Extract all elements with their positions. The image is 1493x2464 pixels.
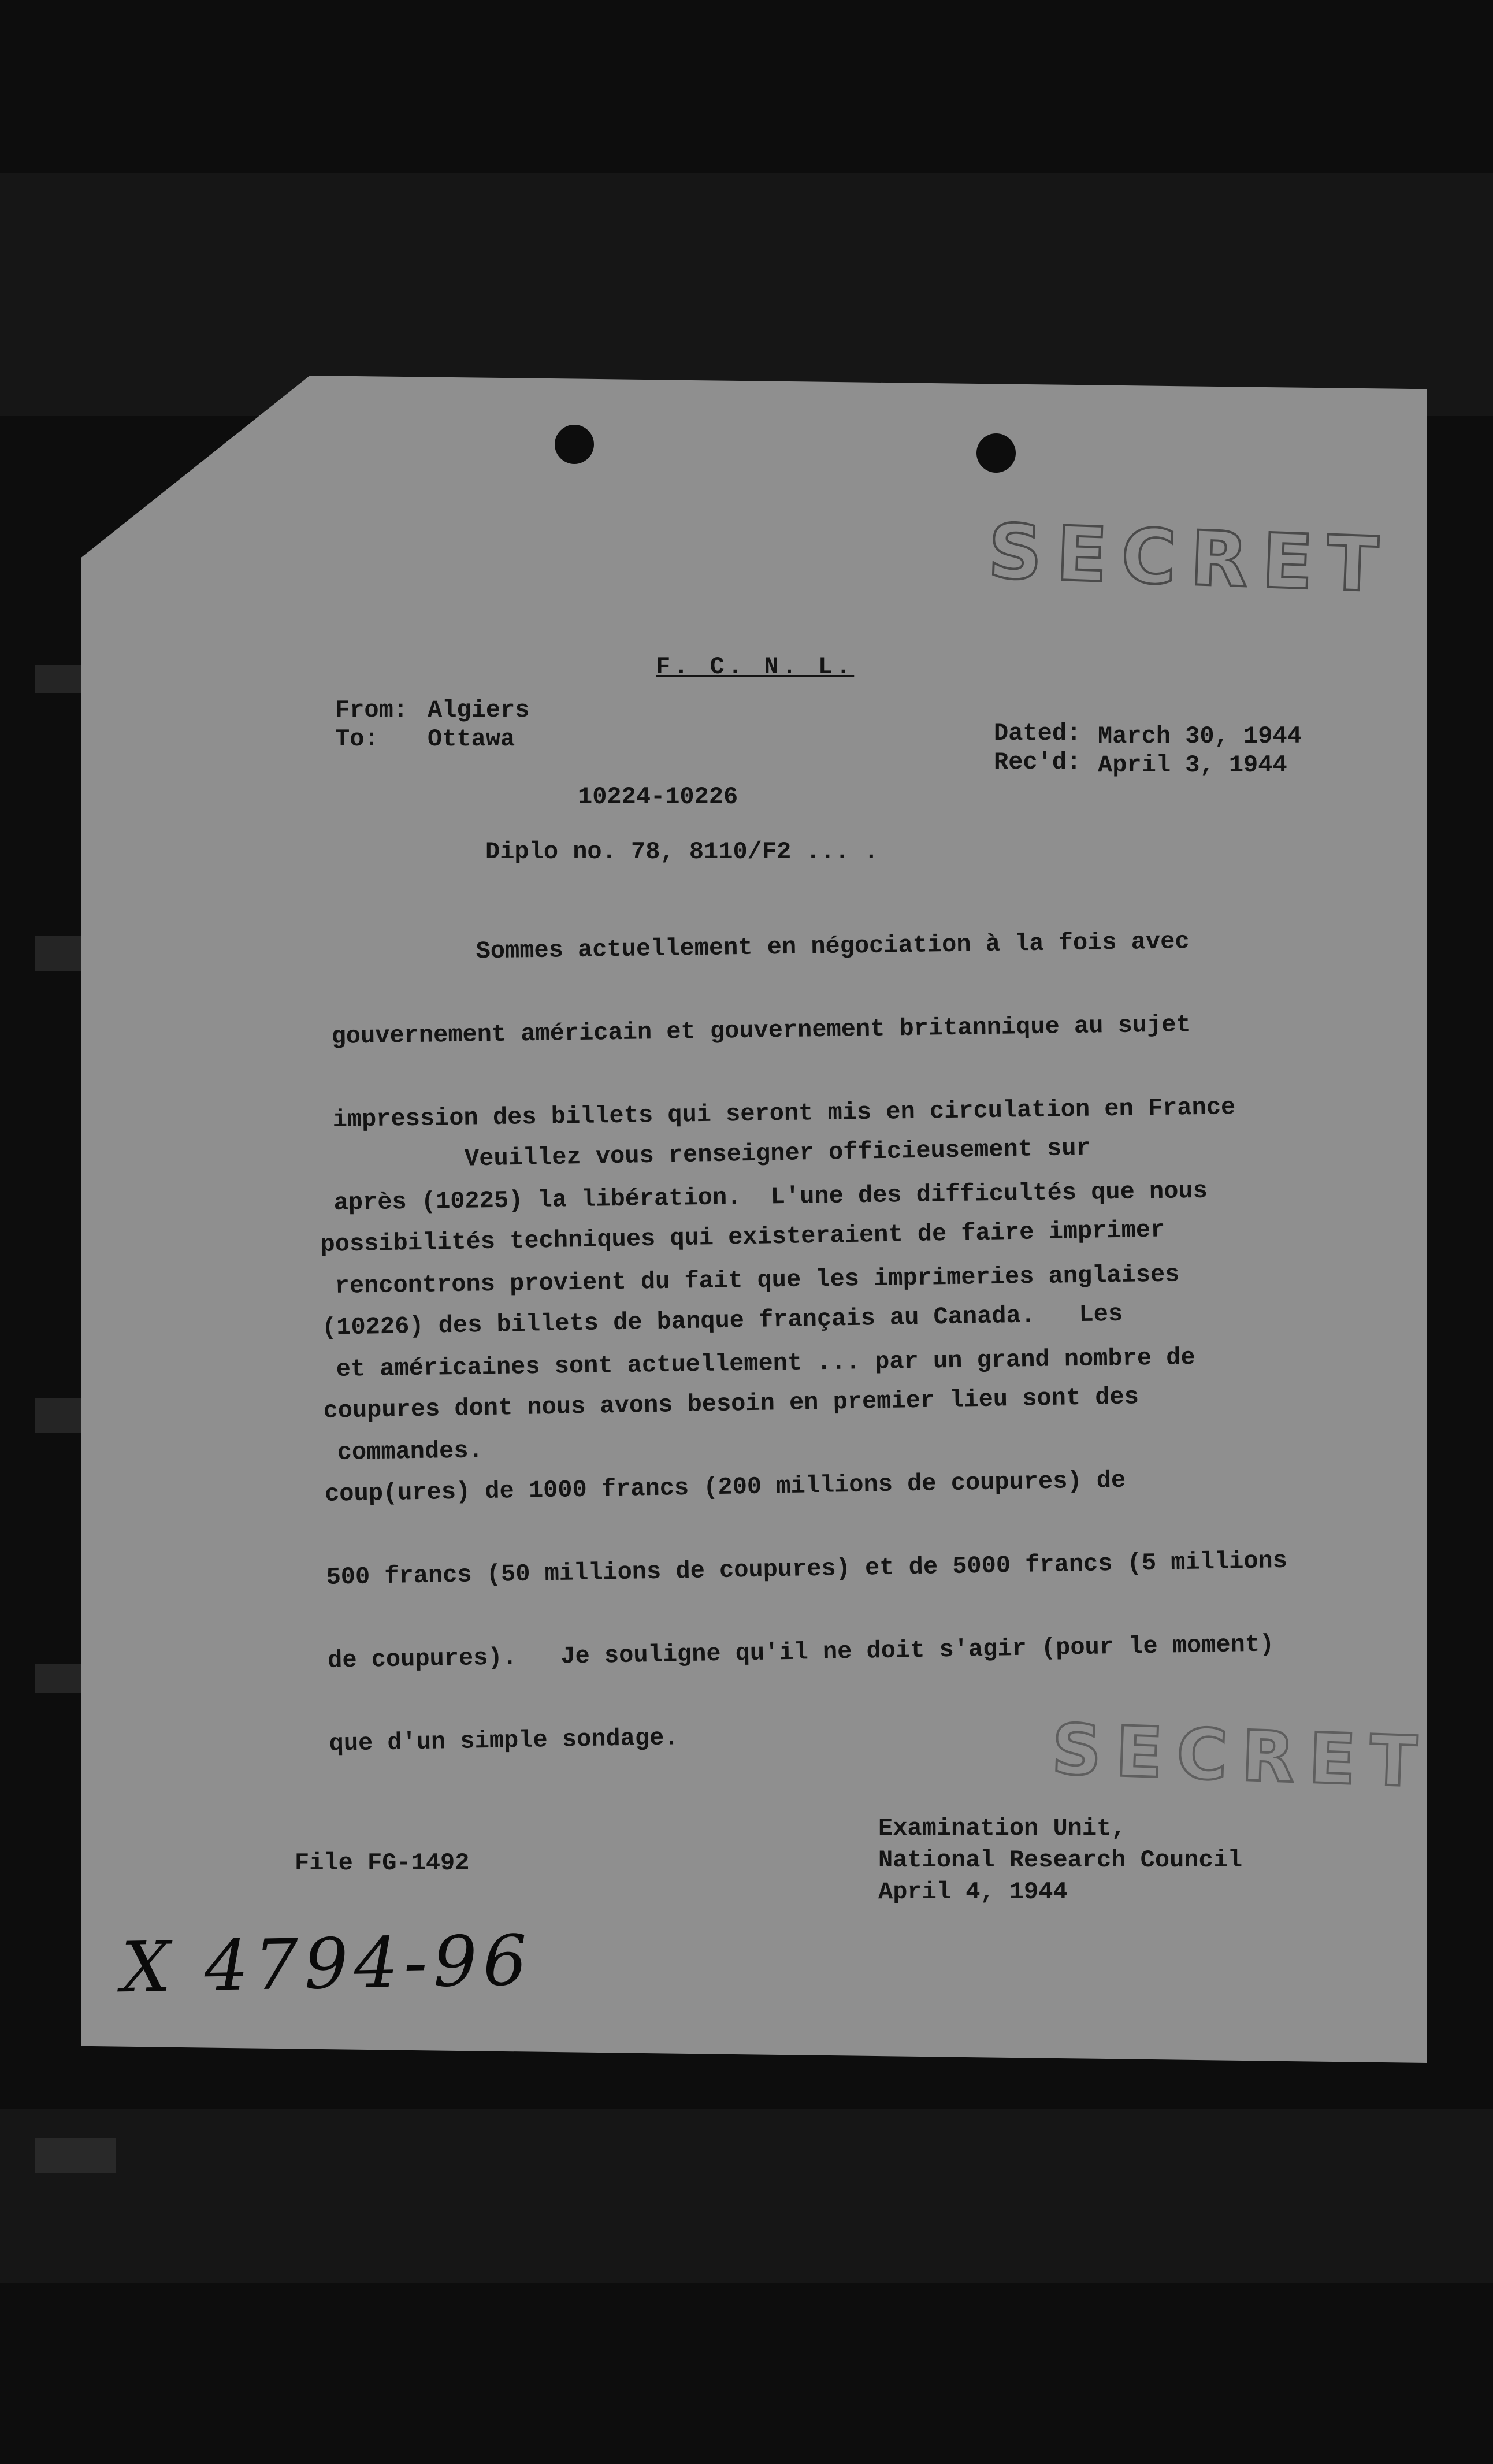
punch-hole (976, 433, 1016, 473)
paragraph-line: coupures dont nous avons besoin en premier lieu sont des (323, 1383, 1139, 1425)
handwritten-archive-number: X 4794-96 (120, 1920, 534, 2009)
document-title: F. C. N. L. (656, 653, 855, 681)
paragraph-line: commandes. (337, 1437, 484, 1467)
paragraph-line: de coupures). Je souligne qu'il ne doit s'agir (pour le moment) (327, 1630, 1275, 1675)
paragraph-2 (318, 1075, 1291, 1786)
examination-unit: Examination Unit, (878, 1814, 1126, 1842)
film-edge-mark (35, 2138, 116, 2173)
paragraph-line: après (10225) la libération. L'une des difficultés que nous (333, 1177, 1208, 1217)
punch-hole (555, 425, 594, 464)
paragraph-line: Sommes actuellement en négociation à la fois avec (330, 927, 1190, 967)
paragraph-line: coup(ures) de 1000 francs (200 millions de coupures) de (324, 1466, 1126, 1508)
dated-label: Dated: (994, 719, 1082, 747)
file-reference: File FG-1492 (295, 1849, 470, 1877)
from-value: Algiers (428, 696, 530, 724)
dated-value: March 30, 1944 (1098, 722, 1302, 750)
film-band (0, 173, 1493, 416)
to-label: To: (335, 725, 379, 753)
paragraph-line: rencontrons provient du fait que les imprimeries anglaises (335, 1260, 1180, 1300)
recd-label: Rec'd: (994, 748, 1082, 776)
paragraph-line: 500 francs (50 millions de coupures) et de 5000 francs (5 millions (326, 1546, 1288, 1591)
secret-stamp-bottom: SECRET (1050, 1709, 1432, 1804)
from-label: From: (335, 696, 408, 724)
paragraph-line: impression des billets qui seront mis en circulation en France (332, 1093, 1236, 1134)
to-value: Ottawa (428, 725, 515, 753)
paragraph-line: gouvernement américain et gouvernement britannique au sujet (331, 1011, 1191, 1051)
film-band (0, 2109, 1493, 2283)
diplo-reference: Diplo no. 78, 8110/F2 ... . (485, 838, 879, 866)
recd-value: April 3, 1944 (1098, 751, 1287, 779)
secret-stamp-top: SECRET (986, 507, 1394, 610)
paragraph-line: Veuillez vous renseigner officieusement sur (318, 1134, 1091, 1175)
national-research-council: National Research Council (878, 1846, 1243, 1874)
paragraph-line: que d'un simple sondage. (329, 1724, 679, 1758)
footer-date: April 4, 1944 (878, 1878, 1068, 1906)
reference-numbers: 10224-10226 (578, 783, 738, 811)
paragraph-line: et américaines sont actuellement ... par un grand nombre de (336, 1344, 1195, 1383)
paragraph-line: possibilités techniques qui existeraient de faire imprimer (320, 1216, 1165, 1259)
paragraph-line: (10226) des billets de banque français au Canada. Les (321, 1300, 1123, 1342)
